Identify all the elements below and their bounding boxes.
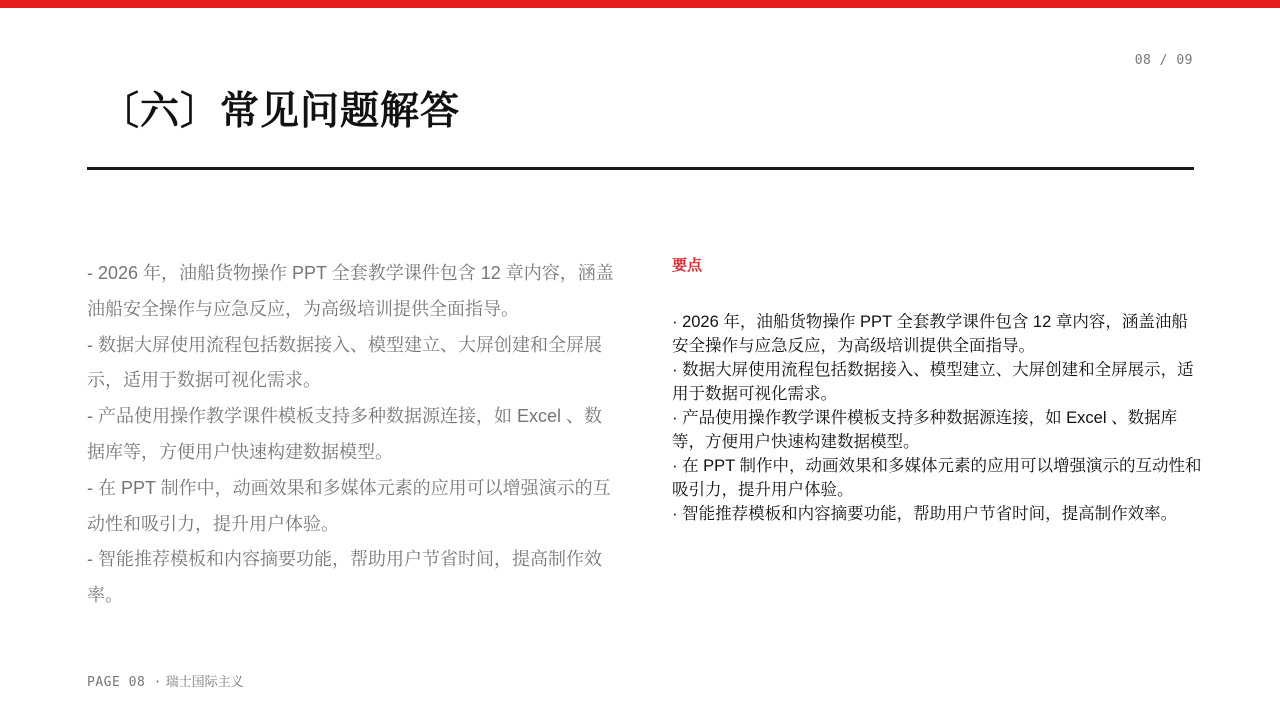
body-text-column bbox=[87, 256, 617, 614]
key-point-item: · 数据大屏使用流程包括数据接入、模型建立、大屏创建和全屏展示，适用于数据可视化需求。 bbox=[672, 361, 1194, 403]
top-accent-bar bbox=[0, 0, 1280, 8]
body-paragraph: - 智能推荐模板和内容摘要功能，帮助用户节省时间，提高制作效率。 bbox=[87, 549, 602, 606]
slide-title: 〔六〕常见问题解答 bbox=[100, 89, 461, 134]
page-counter: 08 / 09 bbox=[1134, 53, 1193, 68]
key-points-label: 要点 bbox=[672, 257, 703, 274]
slide-footer bbox=[87, 671, 244, 690]
body-paragraph: - 在 PPT 制作中，动画效果和多媒体元素的应用可以增强演示的互动性和吸引力，提升用户体验。 bbox=[87, 477, 611, 534]
footer-caption: 瑞士国际主义 bbox=[165, 674, 244, 689]
body-paragraph: - 数据大屏使用流程包括数据接入、模型建立、大屏创建和全屏展示，适用于数据可视化需求。 bbox=[87, 334, 602, 391]
key-point-item: · 在 PPT 制作中，动画效果和多媒体元素的应用可以增强演示的互动性和吸引力，提升用户体验。 bbox=[672, 457, 1202, 499]
title-divider bbox=[87, 167, 1194, 170]
body-paragraph: - 产品使用操作教学课件模板支持多种数据源连接，如 Excel 、数据库等，方便用户快速构建数据模型。 bbox=[87, 406, 603, 462]
footer-page-label: PAGE 08 · bbox=[87, 675, 162, 690]
key-point-item: · 智能推荐模板和内容摘要功能，帮助用户节省时间，提高制作效率。 bbox=[672, 505, 1178, 523]
key-point-item: · 产品使用操作教学课件模板支持多种数据源连接，如 Excel 、数据库等，方便用户快速构建数据模型。 bbox=[672, 409, 1178, 451]
key-point-item: · 2026 年，油船货物操作 PPT 全套教学课件包含 12 章内容，涵盖油船安全操作与应急反应，为高级培训提供全面指导。 bbox=[672, 313, 1188, 355]
body-paragraph: - 2026 年，油船货物操作 PPT 全套教学课件包含 12 章内容，涵盖油船安全操作与应急反应，为高级培训提供全面指导。 bbox=[87, 263, 614, 319]
key-points-panel bbox=[672, 254, 1202, 526]
